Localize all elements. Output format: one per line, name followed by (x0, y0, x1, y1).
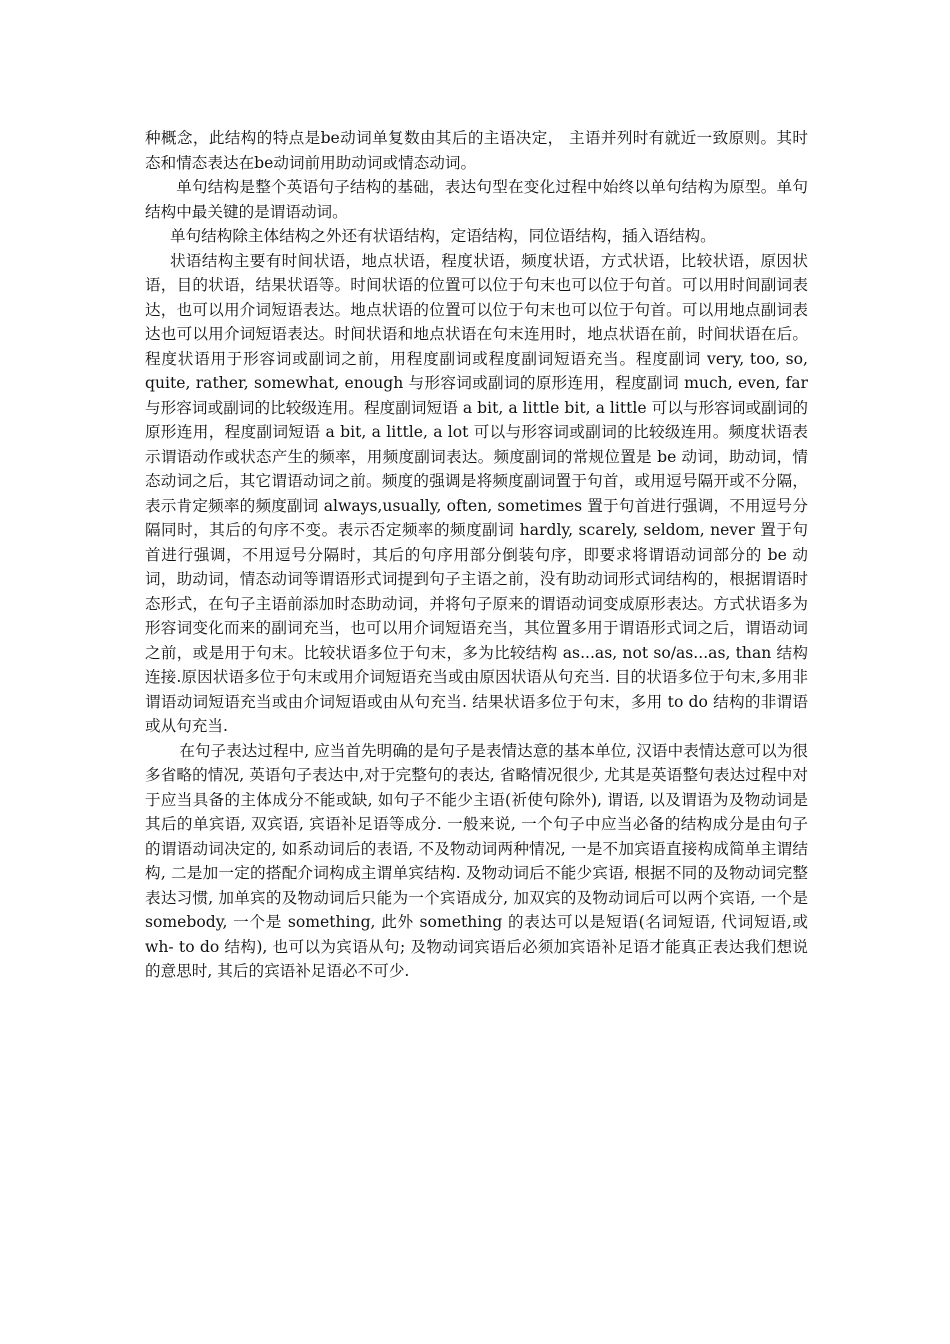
paragraph-3: 单句结构除主体结构之外还有状语结构，定语结构，同位语结构，插入语结构。 (169, 227, 716, 245)
paragraph-4: 状语结构主要有时间状语，地点状语，程度状语，频度状语，方式状语，比较状语，原因状语，目的状语，结果状语等。时间状语的位置可以位于句末也可以位于句首。可以用时间副词表达，也可以用介词短语表达。地点状语的位置可以位于句末也可以位于句首。可以用地点副词表达也可以用介词短语表达。时间状语和地点状语在句末连用时，地点状语在前，时间状语在后。程度状语用于形容词或副词之前，用程度副词或程度副词短语充当。程度副词 very, too, so, quite, rather, somewhat, enough 与形容词或副词的原形连用，程度副词 much, even, far 与形容词或副词的比较级连用。程度副词短语 a bit, a little bit, a little 可以与形容词或副词的原形连用，程度副词短语 a bit, a little, a lot 可以与形容词或副词的比较级连用。频度状语表示谓语动作或状态产生的频率，用频度副词表达。频度副词的常规位置是 be 动词，助动词，情态动词之后，其它谓语动词之前。频度的强调是将频度副词置于句首，或用逗号隔开或不分隔，表示肯定频率的频度副词 always,usually, often, sometimes 置于句首进行强调，不用逗号分隔同时，其后的句序不变。表示否定频率的频度副词 hardly, scarely, seldom, never 置于句首进行强调，不用逗号分隔时，其后的句序用部分倒装句序，即要求将谓语动词部分的 be 动词，助动词，情态动词等谓语形式词提到句子主语之前，没有助动词形式词结构的，根据谓语时态形式，在句子主语前添加时态助动词，并将句子原来的谓语动词变成原形表达。方式状语多为形容词变化而来的副词充当，也可以用介词短语充当，其位置多用于谓语形式词之后，谓语动词之前，或是用于句末。比较状语多位于句末，多为比较结构 as...as, not so/as...as, than 结构连接.原因状语多位于句末或用介词短语充当或由原因状语从句充当. 目的状语多位于句末,多用非谓语动词短语充当或由介词短语或由从句充当. 结果状语多位于句末，多用 to do 结构的非谓语或从句充当. (145, 251, 808, 735)
document-page (145, 126, 808, 984)
paragraph-5: 在句子表达过程中, 应当首先明确的是句子是表情达意的基本单位, 汉语中表情达意可以为很多省略的情况, 英语句子表达中,对于完整句的表达, 省略情况很少, 尤其是英语整句表达过程中对于应当具备的主体成分不能或缺, 如句子不能少主语(祈使句除外), 谓语, 以及谓语为及物动词是其后的单宾语, 双宾语, 宾语补足语等成分. 一般来说, 一个句子中应当必备的结构成分是由句子的谓语动词决定的, 如系动词后的表语, 不及物动词两种情况, 一是不加宾语直接构成简单主谓结构, 二是加一定的搭配介词构成主谓单宾结构. 及物动词后不能少宾语, 根据不同的及物动词完整表达习惯, 加单宾的及物动词后只能为一个宾语成分, 加双宾的及物动词后可以两个宾语, 一个是 somebody, 一个是 something, 此外 something 的表达可以是短语(名词短语, 代词短语,或 wh- to do 结构), 也可以为宾语从句; 及物动词宾语后必须加宾语补足语才能真正表达我们想说的意思时, 其后的宾语补足语必不可少. (145, 741, 808, 980)
paragraph-2: 单句结构是整个英语句子结构的基础，表达句型在变化过程中始终以单句结构为原型。单句结构中最关键的是谓语动词。 (145, 178, 808, 221)
paragraph-1: 种概念，此结构的特点是be动词单复数由其后的主语决定， 主语并列时有就近一致原则。其时态和情态表达在be动词前用助动词或情态动词。 (145, 129, 808, 172)
